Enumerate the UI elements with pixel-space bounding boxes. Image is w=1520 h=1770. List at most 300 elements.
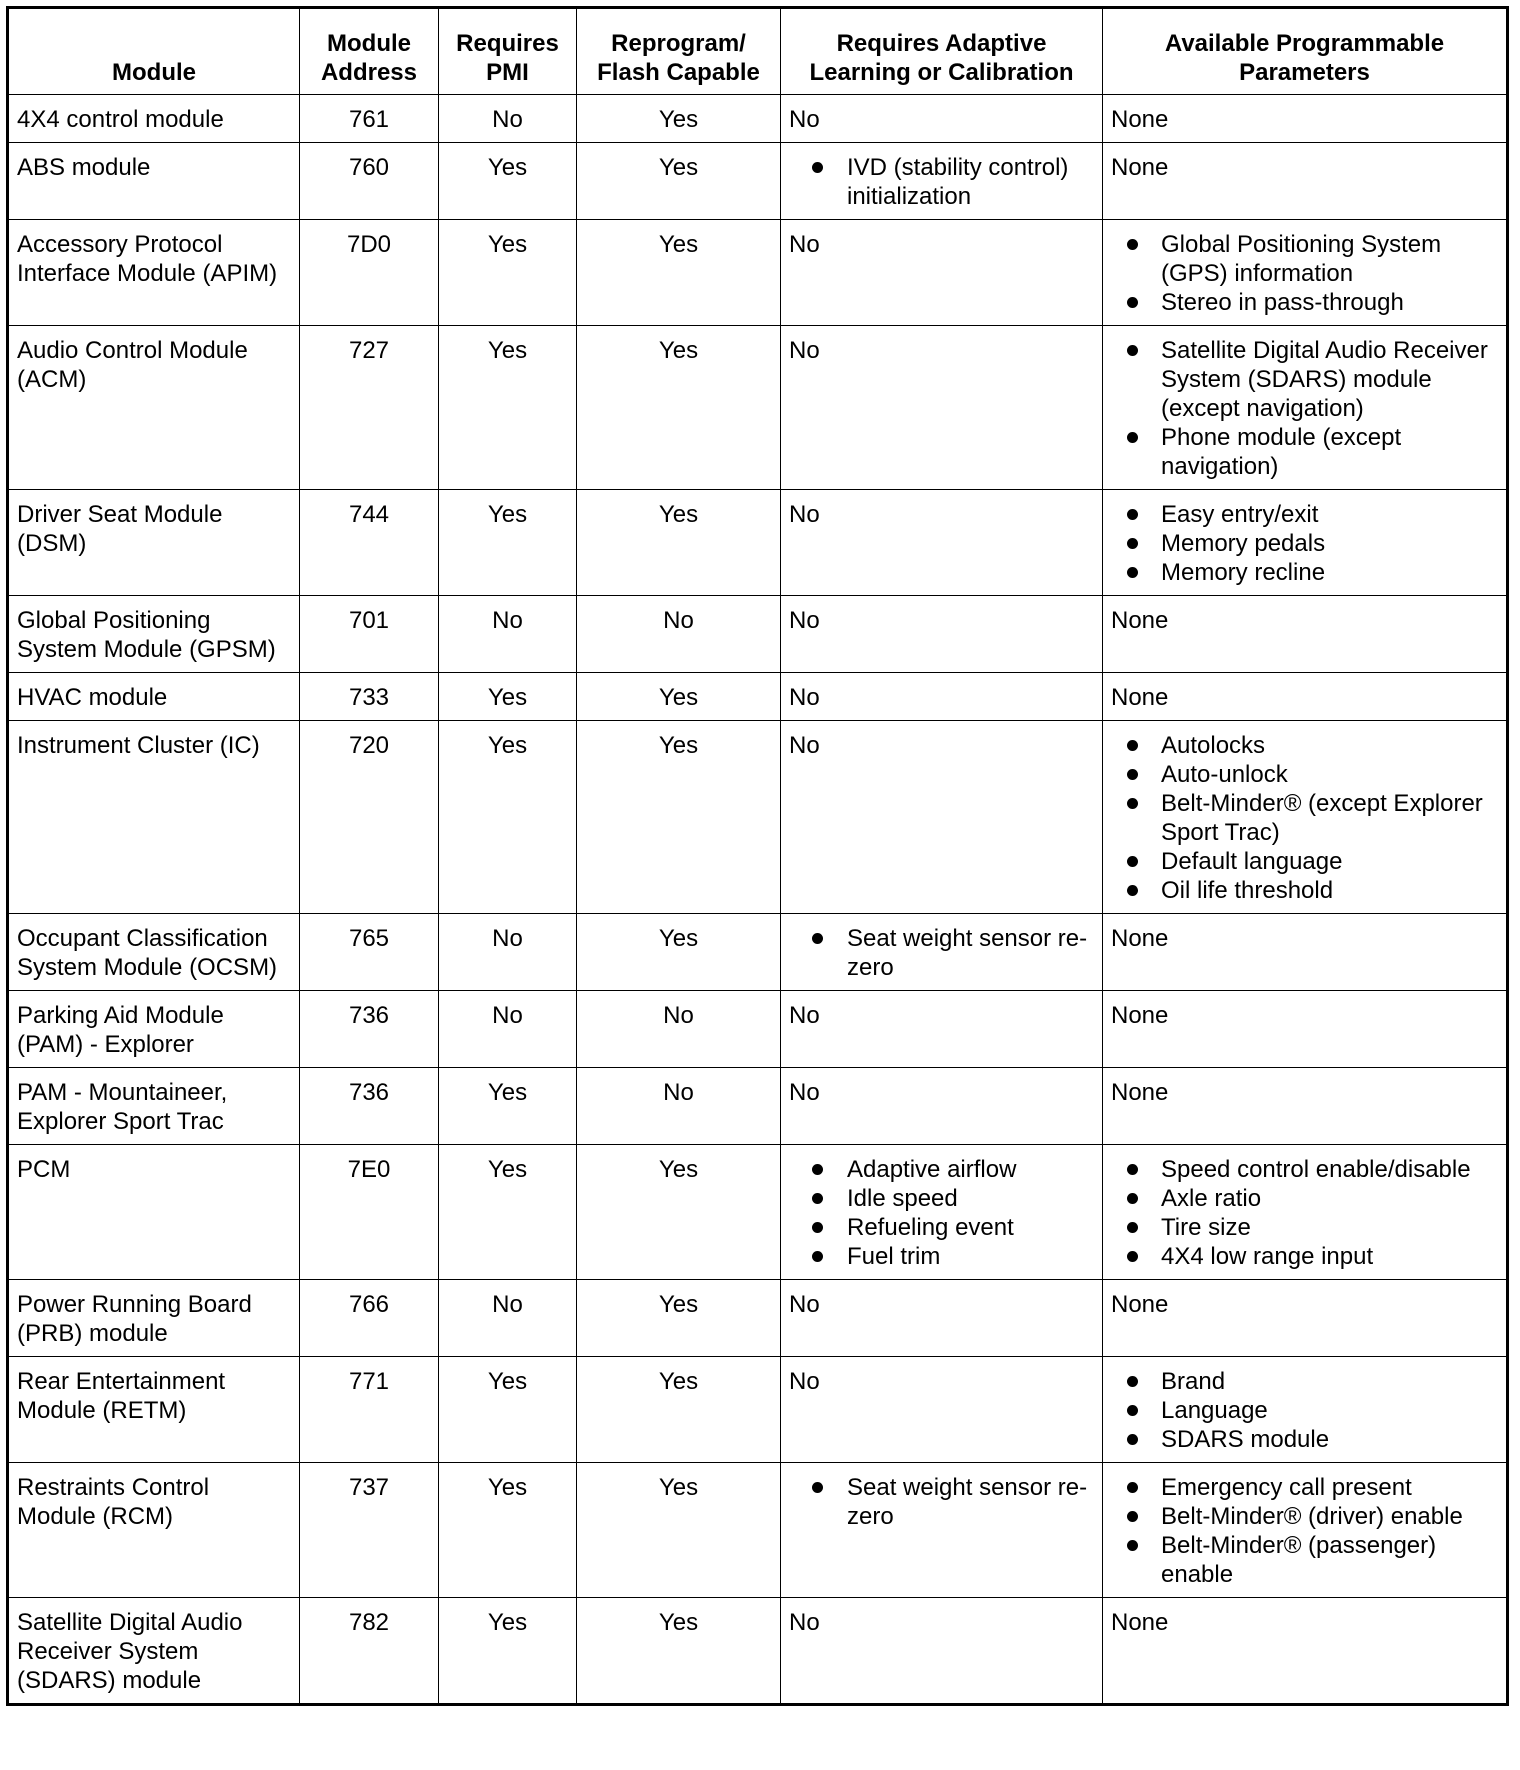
pmi-cell [439,143,577,220]
flash-cell [577,326,781,490]
bullet-icon [1127,740,1138,751]
flash-capable-value: Yes [658,1368,699,1395]
flash-capable-value: Yes [658,925,699,952]
bullet-icon [1127,856,1138,867]
bullet-icon [1127,1376,1138,1387]
adaptive-cell [781,596,1103,673]
pmi-cell [439,220,577,326]
requires-pmi-value: No [492,925,523,952]
adaptive-list [789,153,1094,211]
list-item [1111,336,1498,423]
list-item-text: Axle ratio [1161,1185,1262,1212]
params-cell [1103,1280,1508,1357]
module-cell [8,596,300,673]
module-address: 736 [348,1079,390,1106]
list-item [1111,876,1498,905]
list-item-text: Memory pedals [1161,530,1326,557]
list-item-text: Brand [1161,1368,1226,1395]
module-name: Parking Aid Module (PAM) - Explorer [17,1002,224,1058]
flash-capable-value: Yes [658,106,699,133]
table-row [8,1145,1508,1280]
address-cell [300,143,439,220]
params-cell [1103,95,1508,143]
list-item-text: Belt-Minder® (passenger) enable [1161,1532,1437,1588]
adaptive-value: No [789,501,820,528]
requires-pmi-value: Yes [487,337,528,364]
requires-pmi-value: No [492,1291,523,1318]
table-row [8,1280,1508,1357]
adaptive-value: No [789,684,820,711]
list-item [1111,288,1498,317]
bullet-icon [812,1193,823,1204]
bullet-icon [1127,538,1138,549]
address-cell [300,596,439,673]
adaptive-value: No [789,1291,820,1318]
adaptive-cell [781,991,1103,1068]
list-item [1111,529,1498,558]
list-item [1111,1473,1498,1502]
table-row [8,721,1508,914]
module-name: ABS module [17,154,151,181]
module-cell [8,1357,300,1463]
header-module-address: Module Address [300,8,439,95]
params-cell [1103,596,1508,673]
pmi-cell [439,596,577,673]
bullet-icon [812,1164,823,1175]
header-reprogram-flash: Reprogram/ Flash Capable [577,8,781,95]
pmi-cell [439,1463,577,1598]
module-cell [8,1598,300,1705]
params-list [1111,500,1498,587]
module-address: 720 [348,732,390,759]
header-row [8,8,1508,95]
table-row [8,596,1508,673]
module-address: 760 [348,154,390,181]
list-item [1111,731,1498,760]
bullet-icon [1127,798,1138,809]
adaptive-value: No [789,732,820,759]
params-value: None [1111,106,1169,133]
pmi-cell [439,1598,577,1705]
params-list [1111,731,1498,905]
list-item-text: Autolocks [1161,732,1266,759]
requires-pmi-value: No [492,607,523,634]
list-item [1111,760,1498,789]
module-name: HVAC module [17,684,168,711]
flash-capable-value: Yes [658,684,699,711]
requires-pmi-value: No [492,1002,523,1029]
adaptive-value: No [789,1368,820,1395]
module-name: Audio Control Module (ACM) [17,337,248,393]
pmi-cell [439,95,577,143]
bullet-icon [1127,567,1138,578]
params-cell [1103,220,1508,326]
address-cell [300,1068,439,1145]
list-item [1111,500,1498,529]
adaptive-cell [781,1357,1103,1463]
list-item [1111,1425,1498,1454]
list-item [789,1242,1094,1271]
bullet-icon [1127,1540,1138,1551]
bullet-icon [1127,1434,1138,1445]
list-item [1111,558,1498,587]
module-cell [8,1280,300,1357]
bullet-icon [1127,1405,1138,1416]
params-cell [1103,490,1508,596]
module-cell [8,326,300,490]
flash-capable-value: No [663,1079,694,1106]
module-name: Rear Entertainment Module (RETM) [17,1368,226,1424]
module-cell [8,1145,300,1280]
flash-capable-value: No [663,607,694,634]
list-item [1111,423,1498,481]
header-adaptive-learning: Requires Adaptive Learning or Calibration [781,8,1103,95]
requires-pmi-value: Yes [487,1474,528,1501]
flash-cell [577,914,781,991]
list-item [1111,847,1498,876]
module-name: Power Running Board (PRB) module [17,1291,252,1347]
bullet-icon [1127,432,1138,443]
flash-capable-value: Yes [658,732,699,759]
module-address: 701 [348,607,390,634]
flash-cell [577,1068,781,1145]
bullet-icon [1127,885,1138,896]
list-item-text: Stereo in pass-through [1161,289,1404,316]
pmi-cell [439,721,577,914]
module-address: 733 [348,684,390,711]
bullet-icon [1127,345,1138,356]
module-cell [8,1068,300,1145]
bullet-icon [1127,509,1138,520]
bullet-icon [812,162,823,173]
flash-capable-value: No [663,1002,694,1029]
module-address: 7E0 [347,1156,391,1183]
address-cell [300,991,439,1068]
adaptive-cell [781,1280,1103,1357]
list-item-text: Satellite Digital Audio Receiver System (SDARS) module (except navigation) [1161,337,1488,422]
bullet-icon [812,1222,823,1233]
module-cell [8,490,300,596]
flash-capable-value: Yes [658,231,699,258]
list-item-text: Language [1161,1397,1268,1424]
adaptive-list [789,924,1094,982]
requires-pmi-value: Yes [487,1156,528,1183]
list-item-text: Belt-Minder® (driver) enable [1161,1503,1463,1530]
requires-pmi-value: Yes [487,1368,528,1395]
module-name: Occupant Classification System Module (OCSM) [17,925,278,981]
table-row [8,673,1508,721]
flash-cell [577,490,781,596]
adaptive-cell [781,490,1103,596]
list-item-text: Speed control enable/disable [1161,1156,1471,1183]
address-cell [300,1145,439,1280]
address-cell [300,490,439,596]
params-cell [1103,143,1508,220]
header-requires-pmi: Requires PMI [439,8,577,95]
pmi-cell [439,490,577,596]
module-name: Accessory Protocol Interface Module (APIM) [17,231,278,287]
table-row [8,143,1508,220]
module-address: 766 [348,1291,390,1318]
module-name: 4X4 control module [17,106,224,133]
params-list [1111,1155,1498,1271]
flash-cell [577,143,781,220]
adaptive-cell [781,1068,1103,1145]
bullet-icon [1127,239,1138,250]
list-item-text: Adaptive airflow [847,1156,1017,1183]
adaptive-value: No [789,106,820,133]
flash-cell [577,1463,781,1598]
list-item [1111,1367,1498,1396]
module-name: Driver Seat Module (DSM) [17,501,223,557]
adaptive-value: No [789,1079,820,1106]
adaptive-value: No [789,607,820,634]
adaptive-value: No [789,337,820,364]
table-row [8,1463,1508,1598]
module-cell [8,991,300,1068]
params-list [1111,1367,1498,1454]
module-address: 727 [348,337,390,364]
list-item-text: Memory recline [1161,559,1326,586]
bullet-icon [812,1482,823,1493]
list-item [789,924,1094,982]
address-cell [300,95,439,143]
flash-capable-value: Yes [658,1609,699,1636]
adaptive-value: No [789,231,820,258]
pmi-cell [439,991,577,1068]
flash-cell [577,991,781,1068]
flash-cell [577,1357,781,1463]
params-cell [1103,1145,1508,1280]
adaptive-cell [781,914,1103,991]
adaptive-cell [781,95,1103,143]
table-row [8,914,1508,991]
address-cell [300,220,439,326]
list-item-text: Emergency call present [1161,1474,1412,1501]
table-row [8,991,1508,1068]
flash-cell [577,596,781,673]
list-item-text: Tire size [1161,1214,1251,1241]
requires-pmi-value: Yes [487,1079,528,1106]
list-item-text: Global Positioning System (GPS) information [1161,231,1442,287]
list-item-text: Phone module (except navigation) [1161,424,1402,480]
list-item-text: Auto-unlock [1161,761,1288,788]
list-item-text: 4X4 low range input [1161,1243,1374,1270]
address-cell [300,1598,439,1705]
flash-cell [577,95,781,143]
list-item-text: IVD (stability control) initialization [847,154,1069,210]
params-value: None [1111,684,1169,711]
module-address: 736 [348,1002,390,1029]
list-item-text: Oil life threshold [1161,877,1334,904]
list-item [1111,1502,1498,1531]
adaptive-cell [781,673,1103,721]
params-value: None [1111,154,1169,181]
pmi-cell [439,1357,577,1463]
list-item [1111,789,1498,847]
params-list [1111,336,1498,481]
params-value: None [1111,1079,1169,1106]
flash-cell [577,1280,781,1357]
adaptive-value: No [789,1002,820,1029]
params-value: None [1111,925,1169,952]
params-cell [1103,991,1508,1068]
bullet-icon [1127,1482,1138,1493]
list-item-text: Belt-Minder® (except Explorer Sport Trac) [1161,790,1483,846]
address-cell [300,1280,439,1357]
module-address: 782 [348,1609,390,1636]
module-address: 761 [348,106,390,133]
list-item [1111,1184,1498,1213]
list-item [789,1155,1094,1184]
address-cell [300,721,439,914]
table-row [8,1598,1508,1705]
list-item [789,1213,1094,1242]
requires-pmi-value: Yes [487,732,528,759]
pmi-cell [439,673,577,721]
adaptive-list [789,1155,1094,1271]
bullet-icon [1127,1164,1138,1175]
adaptive-cell [781,1145,1103,1280]
header-module: Module [8,8,300,95]
flash-cell [577,1145,781,1280]
table-row [8,220,1508,326]
requires-pmi-value: Yes [487,501,528,528]
params-cell [1103,914,1508,991]
pmi-cell [439,1068,577,1145]
module-cell [8,95,300,143]
params-list [1111,1473,1498,1589]
list-item [1111,1531,1498,1589]
module-address: 737 [348,1474,390,1501]
pmi-cell [439,1280,577,1357]
module-cell [8,220,300,326]
bullet-icon [1127,1193,1138,1204]
module-address: 771 [348,1368,390,1395]
module-name: Restraints Control Module (RCM) [17,1474,210,1530]
list-item-text: Seat weight sensor re-zero [847,1474,1088,1530]
module-name: Global Positioning System Module (GPSM) [17,607,276,663]
list-item [1111,1242,1498,1271]
table-row [8,1068,1508,1145]
list-item-text: Fuel trim [847,1243,941,1270]
params-cell [1103,1463,1508,1598]
params-cell [1103,1068,1508,1145]
params-value: None [1111,1002,1169,1029]
address-cell [300,673,439,721]
adaptive-list [789,1473,1094,1531]
params-value: None [1111,1291,1169,1318]
list-item-text: Refueling event [847,1214,1014,1241]
module-cell [8,143,300,220]
params-list [1111,230,1498,317]
table-row [8,1357,1508,1463]
module-name: Instrument Cluster (IC) [17,732,260,759]
flash-cell [577,1598,781,1705]
adaptive-cell [781,1463,1103,1598]
params-cell [1103,326,1508,490]
address-cell [300,1357,439,1463]
adaptive-cell [781,326,1103,490]
module-cell [8,721,300,914]
table-row [8,95,1508,143]
flash-capable-value: Yes [658,1156,699,1183]
pmi-cell [439,1145,577,1280]
adaptive-cell [781,143,1103,220]
adaptive-cell [781,1598,1103,1705]
requires-pmi-value: No [492,106,523,133]
list-item-text: Idle speed [847,1185,958,1212]
list-item [1111,1155,1498,1184]
table-row [8,326,1508,490]
module-name: Satellite Digital Audio Receiver System (SDARS) module [17,1609,243,1694]
module-name: PAM - Mountaineer, Explorer Sport Trac [17,1079,228,1135]
module-parameters-table [6,6,1509,1706]
flash-cell [577,220,781,326]
list-item-text: Seat weight sensor re-zero [847,925,1088,981]
header-programmable-parameters: Available Programmable Parameters [1103,8,1508,95]
address-cell [300,1463,439,1598]
address-cell [300,326,439,490]
list-item-text: SDARS module [1161,1426,1330,1453]
params-cell [1103,721,1508,914]
flash-capable-value: Yes [658,337,699,364]
params-cell [1103,673,1508,721]
params-value: None [1111,607,1169,634]
module-cell [8,673,300,721]
bullet-icon [1127,1511,1138,1522]
adaptive-value: No [789,1609,820,1636]
module-address: 765 [348,925,390,952]
bullet-icon [812,1251,823,1262]
list-item [1111,1213,1498,1242]
list-item [789,1184,1094,1213]
bullet-icon [1127,1251,1138,1262]
list-item [1111,1396,1498,1425]
flash-cell [577,673,781,721]
module-address: 744 [348,501,390,528]
flash-capable-value: Yes [658,154,699,181]
params-value: None [1111,1609,1169,1636]
bullet-icon [1127,297,1138,308]
adaptive-cell [781,220,1103,326]
table-row [8,490,1508,596]
bullet-icon [1127,769,1138,780]
address-cell [300,914,439,991]
requires-pmi-value: Yes [487,231,528,258]
module-cell [8,1463,300,1598]
flash-capable-value: Yes [658,501,699,528]
pmi-cell [439,914,577,991]
list-item-text: Default language [1161,848,1343,875]
params-cell [1103,1357,1508,1463]
list-item [789,153,1094,211]
bullet-icon [1127,1222,1138,1233]
list-item [789,1473,1094,1531]
module-cell [8,914,300,991]
module-address: 7D0 [346,231,392,258]
params-cell [1103,1598,1508,1705]
requires-pmi-value: Yes [487,1609,528,1636]
list-item [1111,230,1498,288]
bullet-icon [812,933,823,944]
list-item-text: Easy entry/exit [1161,501,1319,528]
pmi-cell [439,326,577,490]
requires-pmi-value: Yes [487,684,528,711]
module-name: PCM [17,1156,71,1183]
adaptive-cell [781,721,1103,914]
flash-capable-value: Yes [658,1291,699,1318]
